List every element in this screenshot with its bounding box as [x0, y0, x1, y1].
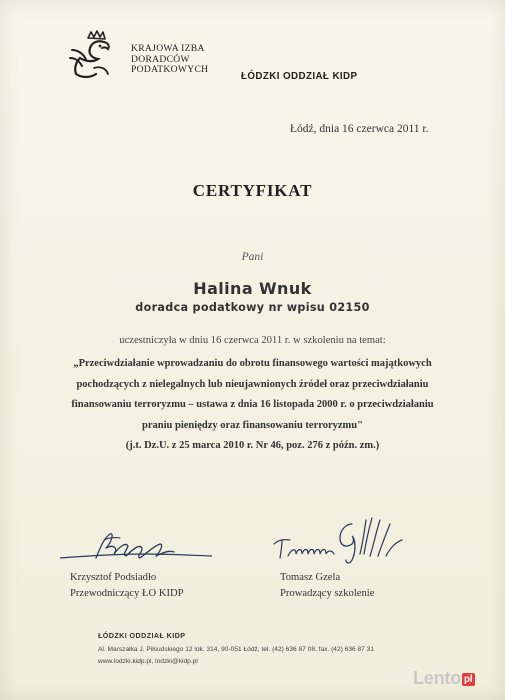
legal-reference: (j.t. Dz.U. z 25 marca 2010 r. Nr 46, poz. 276 z późn. zm.) [125, 440, 380, 451]
watermark-text: Lento [413, 668, 461, 688]
training-topic-line: praniu pieniędzy oraz finansowaniu terroryzmu" [142, 419, 363, 431]
left-signer-name: Krzysztof Podsiadło [70, 572, 157, 583]
footer-web-contact: www.lodzki.kidp.pl, lodzki@kidp.pl [98, 658, 198, 665]
watermark [413, 668, 475, 689]
training-topic [0, 354, 505, 457]
footer-heading: ŁÓDZKI ODDZIAŁ KIDP [98, 631, 186, 640]
footer-address: Al. Marszałka J. Piłsudskiego 12 lok. 314, 90-051 Łódź, tel. (42) 636 87 08, fax. (42) 636 87 31 [98, 646, 375, 653]
left-signer-role: Przewodniczący ŁO KIDP [70, 588, 184, 599]
right-signer [280, 570, 374, 602]
recipient-name: Halina Wnuk [193, 279, 312, 298]
training-topic-line: finansowaniu terroryzmu – ustawa z dnia 16 listopada 2000 r. o przeciwdziałaniu [71, 399, 434, 410]
right-signer-name: Tomasz Gzela [280, 572, 341, 583]
branch-name: ŁÓDZKI ODDZIAŁ KIDP [241, 71, 358, 82]
right-signature [268, 512, 418, 568]
right-signer-role: Prowadzący szkolenie [280, 588, 375, 599]
participation-statement: uczestniczyła w dniu 16 czerwca 2011 r. w szkoleniu na temat: [119, 335, 386, 346]
salutation: Pani [241, 251, 264, 263]
training-topic-line: „Przeciwdziałanie wprowadzaniu do obrotu finansowego wartości majątkowych [73, 358, 432, 369]
organization-name [131, 44, 208, 76]
watermark-badge: pl [464, 674, 473, 685]
training-topic-line: pochodzących z nielegalnych lub nieujawnionych źródeł oraz przeciwdziałaniu [76, 378, 429, 390]
organization-name-line: PODATKOWYCH [131, 64, 209, 75]
organization-name-line: DORADCÓW [131, 53, 190, 65]
certificate-title: CERTYFIKAT [192, 181, 313, 200]
recipient-profession: doradca podatkowy nr wpisu 02150 [135, 301, 370, 314]
issue-date: Łódź, dnia 16 czerwca 2011 r. [290, 123, 429, 135]
left-signer [70, 570, 184, 602]
eagle-emblem-icon [64, 28, 122, 86]
left-signature [56, 518, 216, 566]
organization-name-line: KRAJOWA IZBA [131, 43, 205, 54]
